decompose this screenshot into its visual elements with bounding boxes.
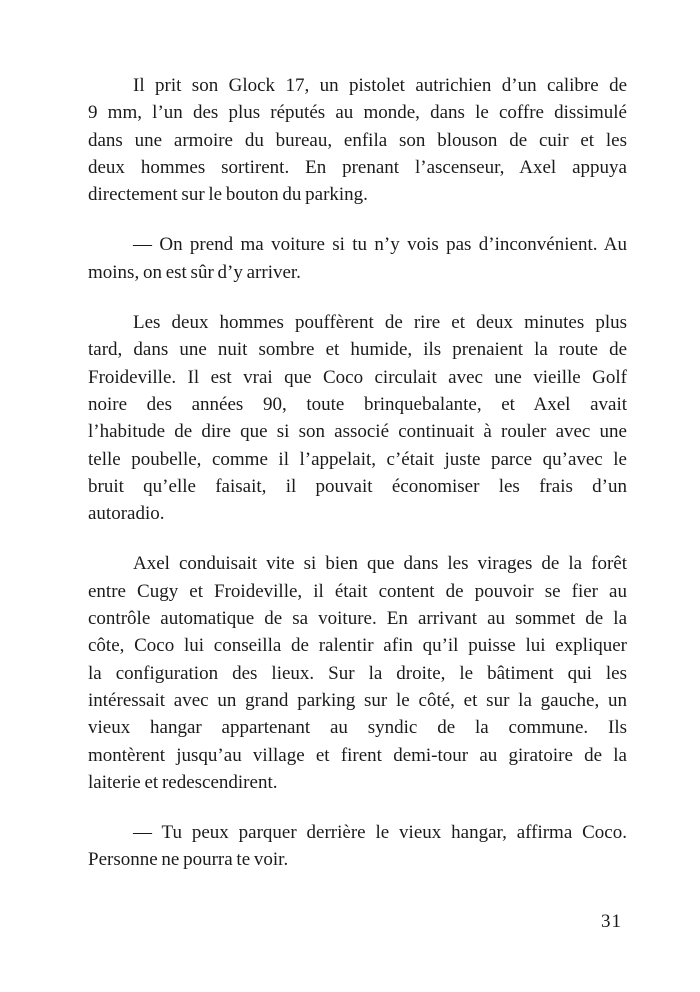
text-line: deux hommes sortirent. En prenant l’ascenseur, Axel appuya	[88, 156, 627, 178]
paragraph	[88, 819, 627, 874]
text-line: laiterie et redescendirent.	[88, 771, 278, 793]
text-line: Axel conduisait vite si bien que dans les virages de la forêt	[133, 553, 627, 575]
text-line: — Tu peux parquer derrière le vieux hangar, affirma Coco.	[133, 822, 627, 844]
text-line: moins, on est sûr d’y arriver.	[88, 261, 301, 283]
paragraph	[88, 72, 627, 208]
page-text	[88, 72, 627, 874]
text-line: entre Cugy et Froideville, il était content de pouvoir se fier au	[88, 580, 627, 602]
text-line: l’habitude de dire que si son associé continuait à rouler avec une	[88, 421, 627, 443]
paragraph	[88, 231, 627, 286]
page-footer	[88, 908, 627, 935]
text-line: la configuration des lieux. Sur la droite, le bâtiment qui les	[88, 662, 627, 684]
page-number: 31	[601, 910, 622, 932]
text-line: tard, dans une nuit sombre et humide, ils prenaient la route de	[88, 339, 627, 361]
paragraph	[88, 550, 627, 796]
text-line: autoradio.	[88, 503, 165, 525]
text-line: intéressait avec un grand parking sur le côté, et sur la gauche, un	[88, 689, 627, 711]
paragraph	[88, 309, 627, 527]
text-line: — On prend ma voiture si tu n’y vois pas d’inconvénient. Au	[133, 234, 627, 256]
text-line: vieux hangar appartenant au syndic de la commune. Ils	[88, 717, 627, 739]
text-line: 9 mm, l’un des plus réputés au monde, dans le coffre dissimulé	[88, 102, 627, 124]
text-line: directement sur le bouton du parking.	[88, 184, 368, 206]
text-line: côte, Coco lui conseilla de ralentir afin qu’il puisse lui expliquer	[88, 635, 627, 657]
text-line: Les deux hommes pouffèrent de rire et deux minutes plus	[133, 312, 627, 334]
text-line: telle poubelle, comme il l’appelait, c’était juste parce qu’avec le	[88, 448, 627, 470]
text-line: Il prit son Glock 17, un pistolet autrichien d’un calibre de	[133, 75, 627, 96]
text-line: montèrent jusqu’au village et firent demi-tour au giratoire de la	[88, 744, 627, 766]
text-line: bruit qu’elle faisait, il pouvait économiser les frais d’un	[88, 475, 627, 497]
text-line: noire des années 90, toute brinquebalante, et Axel avait	[88, 393, 627, 415]
text-line: dans une armoire du bureau, enfila son blouson de cuir et les	[88, 129, 627, 151]
text-line: Froideville. Il est vrai que Coco circulait avec une vieille Golf	[88, 366, 627, 388]
text-line: Personne ne pourra te voir.	[88, 849, 289, 871]
text-line: contrôle automatique de sa voiture. En arrivant au sommet de la	[88, 608, 627, 630]
